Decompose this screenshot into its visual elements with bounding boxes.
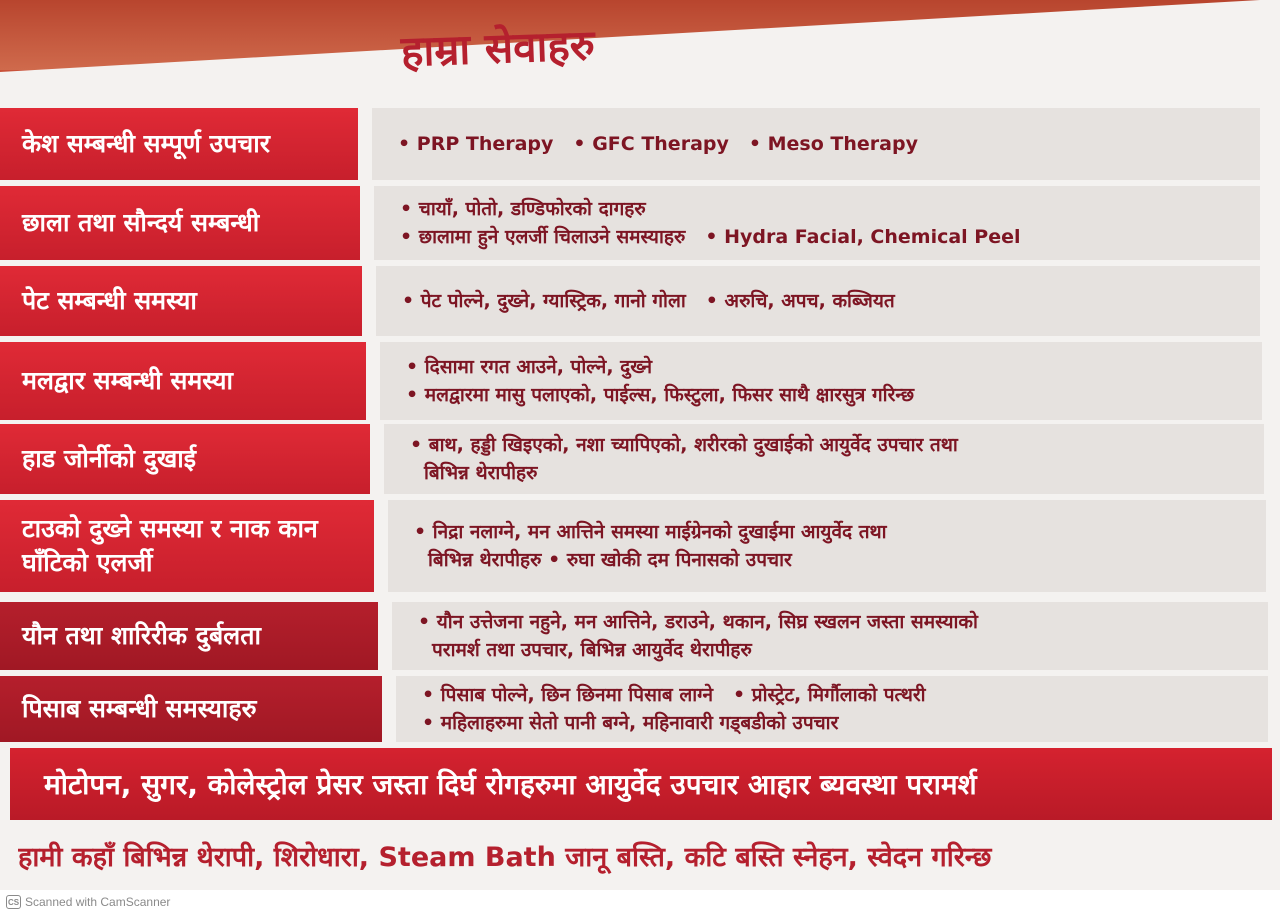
- detail-line: [406, 381, 1262, 410]
- service-category: मलद्वार सम्बन्धी समस्या: [0, 342, 366, 420]
- detail-item: • अरुचि, अपच, कब्जियत: [706, 287, 895, 316]
- service-row: [0, 266, 1280, 336]
- detail-item: • प्रोस्ट्रेट, मिर्गौलाको पत्थरी: [733, 681, 926, 710]
- service-category: यौन तथा शारिरीक दुर्बलता: [0, 602, 378, 670]
- detail-item: • महिलाहरुमा सेतो पानी बग्ने, महिनावारी गड्बडीको उपचार: [422, 709, 838, 738]
- detail-line: [414, 518, 1266, 547]
- detail-item: • दिसामा रगत आउने, पोल्ने, दुख्ने: [406, 353, 652, 382]
- service-row: [0, 676, 1280, 742]
- service-category: पेट सम्बन्धी समस्या: [0, 266, 362, 336]
- detail-item: • निद्रा नलाग्ने, मन आत्तिने समस्या माईग्रेनको दुखाईमा आयुर्वेद तथा: [414, 518, 887, 547]
- detail-line: [418, 608, 1268, 637]
- detail-item: • मलद्वारमा मासु पलाएको, पाईल्स, फिस्टुला, फिसर साथै क्षारसुत्र गरिन्छ: [406, 381, 914, 410]
- detail-line: [406, 353, 1262, 382]
- watermark-text: Scanned with CamScanner: [25, 895, 171, 909]
- detail-item: • Meso Therapy: [749, 130, 918, 159]
- service-details: [376, 266, 1260, 336]
- service-details: [374, 186, 1260, 260]
- detail-item: • Hydra Facial, Chemical Peel: [705, 223, 1020, 252]
- service-row: [0, 424, 1280, 494]
- detail-line: [410, 431, 1264, 460]
- service-details: [380, 342, 1262, 420]
- watermark: [6, 893, 170, 911]
- detail-line: [400, 195, 1260, 224]
- service-category: पिसाब सम्बन्धी समस्याहरु: [0, 676, 382, 742]
- detail-item: • यौन उत्तेजना नहुने, मन आत्तिने, डराउने, थकान, सिघ्र स्खलन जस्ता समस्याको: [418, 608, 978, 637]
- service-row: [0, 108, 1280, 180]
- therapies-footer: हामी कहाँ बिभिन्न थेरापी, शिरोधारा, Steam Bath जानू बस्ति, कटि बस्ति स्नेहन, स्वेदन गरिन्छ: [18, 841, 992, 873]
- detail-item: • PRP Therapy: [398, 130, 553, 159]
- detail-line: [422, 681, 1268, 710]
- detail-continuation: परामर्श तथा उपचार, बिभिन्न आयुर्वेद थेरापीहरु: [432, 639, 752, 661]
- detail-continuation: बिभिन्न थेरापीहरु • रुघा खोकी दम पिनासको उपचार: [428, 549, 792, 571]
- detail-item: • पिसाब पोल्ने, छिन छिनमा पिसाब लाग्ने: [422, 681, 713, 710]
- service-row: [0, 342, 1280, 420]
- service-category: छाला तथा सौन्दर्य सम्बन्धी: [0, 186, 360, 260]
- detail-item: • बाथ, हड्डी खिइएको, नशा च्यापिएको, शरीरको दुखाईको आयुर्वेद उपचार तथा: [410, 431, 958, 460]
- detail-item: • छालामा हुने एलर्जी चिलाउने समस्याहरु: [400, 223, 685, 252]
- service-details: [392, 602, 1268, 670]
- service-row: [0, 500, 1280, 592]
- service-details: [388, 500, 1266, 592]
- page-title: हाम्रा सेवाहरु: [400, 20, 596, 76]
- service-details: [384, 424, 1264, 494]
- scan-footer: [0, 890, 1280, 917]
- camscanner-icon: CS: [6, 895, 21, 909]
- service-row: [0, 186, 1280, 260]
- detail-continuation: बिभिन्न थेरापीहरु: [424, 462, 538, 484]
- detail-item: • पेट पोल्ने, दुख्ने, ग्यास्ट्रिक, गानो गोला: [402, 287, 686, 316]
- service-category: हाड जोर्नीको दुखाई: [0, 424, 370, 494]
- service-details: [372, 108, 1260, 180]
- detail-line: [422, 709, 1268, 738]
- service-details: [396, 676, 1268, 742]
- detail-item: • GFC Therapy: [573, 130, 728, 159]
- service-category: टाउको दुख्ने समस्या र नाक कान घाँटिको एलर्जी: [0, 500, 374, 592]
- detail-line: [400, 223, 1260, 252]
- service-category: केश सम्बन्धी सम्पूर्ण उपचार: [0, 108, 358, 180]
- detail-line: [398, 130, 1260, 159]
- chronic-disease-banner: मोटोपन, सुगर, कोलेस्ट्रोल प्रेसर जस्ता दिर्घ रोगहरुमा आयुर्वेद उपचार आहार ब्यवस्था परामर्श: [10, 748, 1272, 820]
- detail-line: [402, 287, 1260, 316]
- detail-item: • चायाँ, पोतो, डण्डिफोरको दागहरु: [400, 195, 646, 224]
- service-row: [0, 602, 1280, 670]
